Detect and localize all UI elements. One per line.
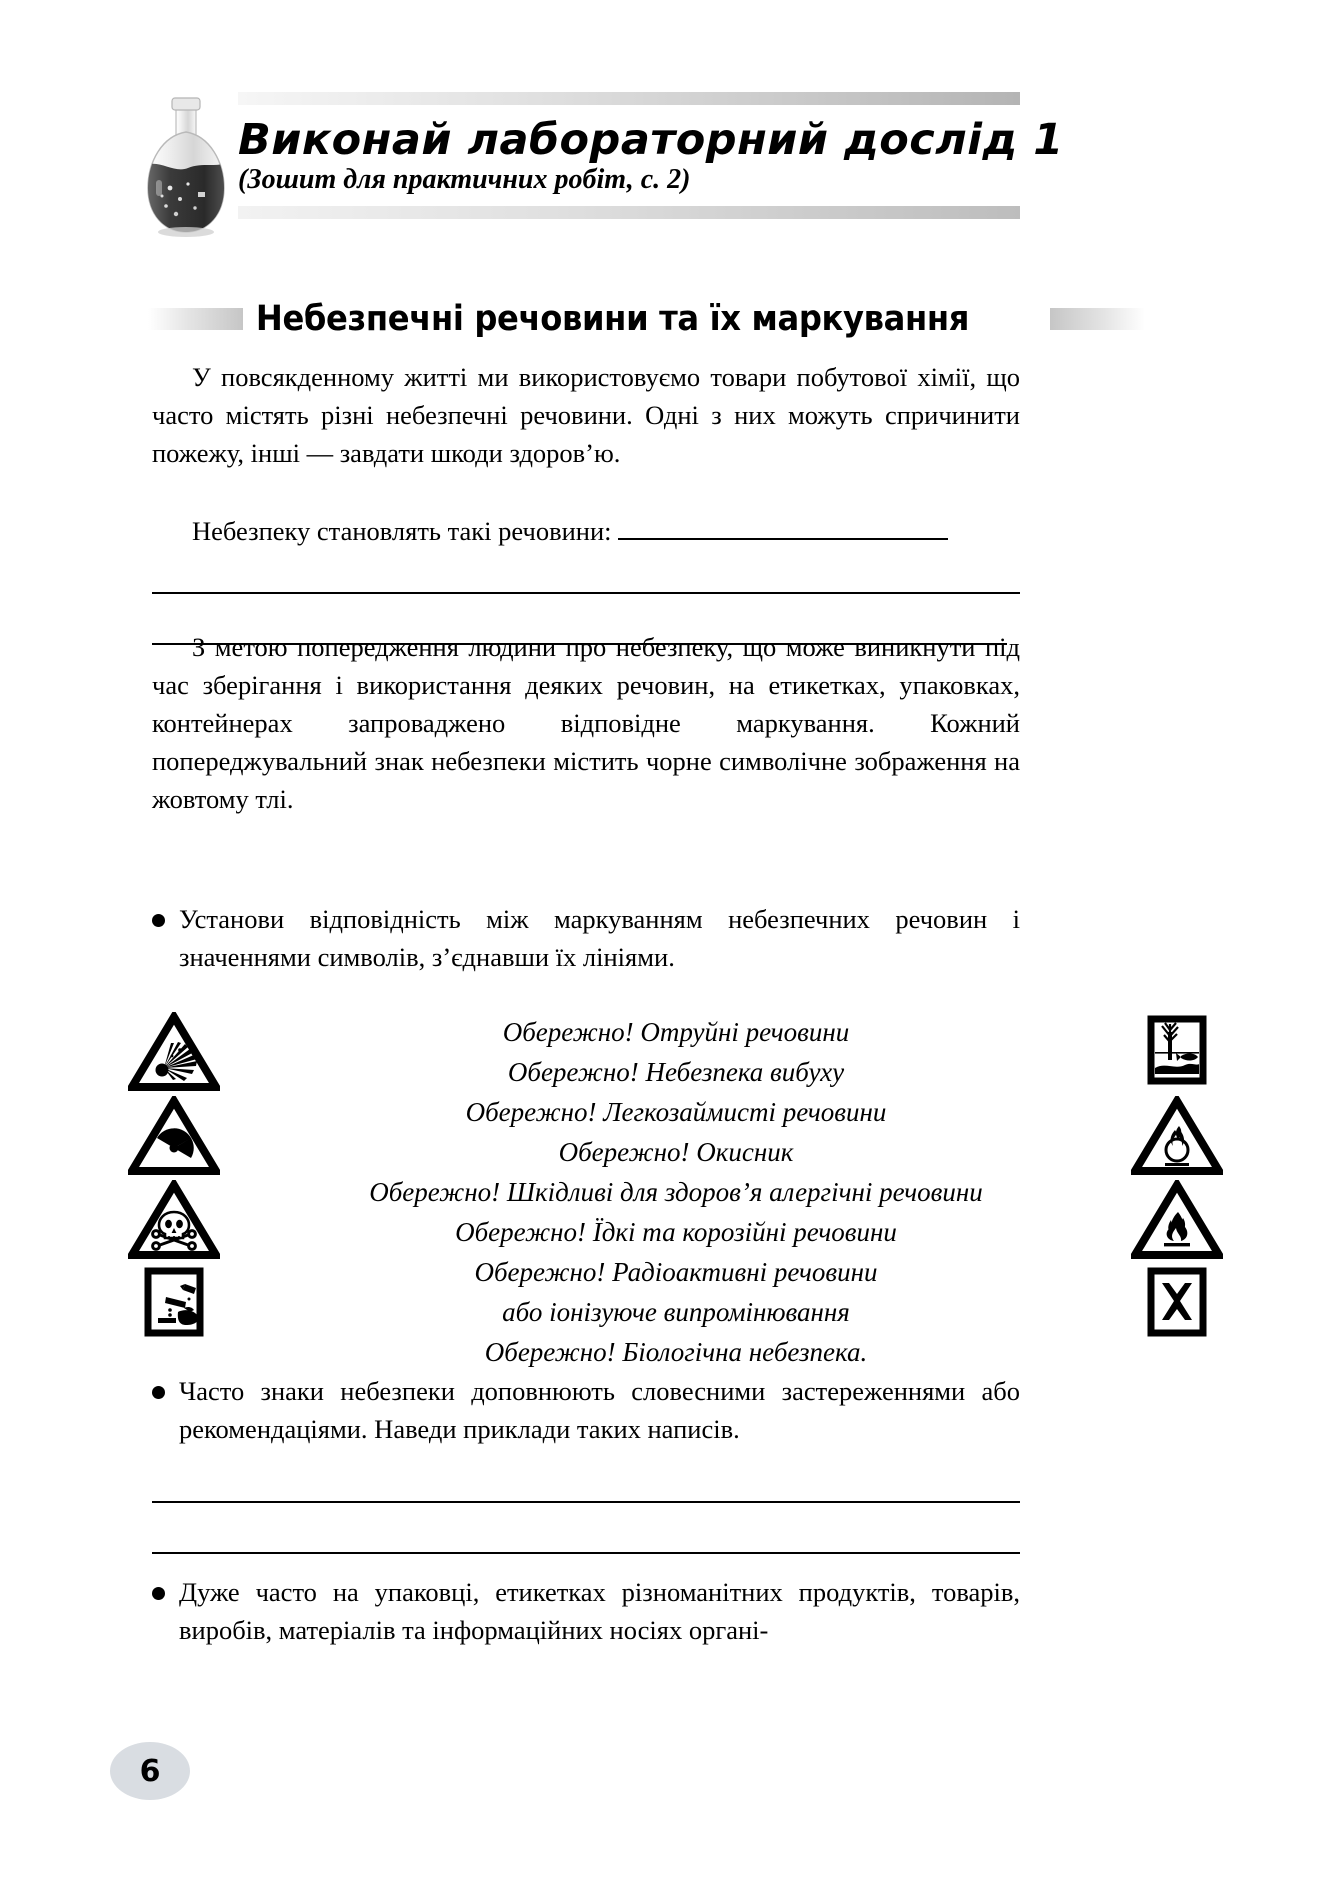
fill-in-prompt: Небезпеку становлять такі речовини: xyxy=(192,516,612,546)
page-header xyxy=(0,92,1339,242)
section-title: Небезпечні речовини та їх маркування xyxy=(255,299,970,339)
task-bullet-2 xyxy=(152,1372,1020,1554)
task-bullet-3 xyxy=(152,1573,1020,1649)
matching-statement[interactable]: Обережно! Легкозаймисті речовини xyxy=(465,1097,887,1127)
right-symbol-column xyxy=(1131,1012,1231,1348)
fill-in-block xyxy=(152,512,1020,645)
marking-paragraph: З метою попередження людини про небезпеку, що може виникнути під час зберігання і використання деяких речовин, на етикетках, упаковках, контейнерах запроваджено відповідне маркування. Кожний попереджувальний знак небезпеки містить чорне символічне зображення на жовтому тлі. xyxy=(152,632,1020,814)
matching-statement[interactable]: Обережно! Біологічна небезпека. xyxy=(484,1337,868,1367)
environmental-hazard-icon[interactable] xyxy=(1131,1012,1223,1092)
matching-statement[interactable]: Обережно! Радіоактивні речовини xyxy=(474,1257,878,1287)
matching-statement[interactable]: Обережно! Шкідливі для здоров’я алергічні речовини xyxy=(369,1177,983,1207)
header-title-block xyxy=(238,92,1064,219)
matching-statement[interactable]: Обережно! Отруйні речовини xyxy=(502,1017,850,1047)
lab-work-subtitle: (Зошит для практичних робіт, с. 2) xyxy=(238,164,691,195)
left-symbol-column xyxy=(128,1012,228,1348)
lab-work-title: Виконай лабораторний дослід 1 xyxy=(238,115,1064,165)
marking-paragraph-block xyxy=(152,628,1020,818)
intro-paragraph-block xyxy=(152,358,1020,472)
section-bar-left xyxy=(148,308,243,330)
page-number-badge: 6 xyxy=(110,1742,190,1800)
matching-statement[interactable]: Обережно! Небезпека вибуху xyxy=(507,1057,845,1087)
bullet-dot-icon xyxy=(152,1587,165,1600)
matching-statement[interactable]: Обережно! Їдкі та корозійні речовини xyxy=(455,1217,897,1247)
toxic-skull-hazard-icon[interactable] xyxy=(128,1180,220,1260)
matching-statements xyxy=(226,1012,1126,1372)
matching-statement[interactable]: Обережно! Окисник xyxy=(558,1137,794,1167)
flammable-hazard-icon[interactable] xyxy=(1131,1180,1223,1260)
task-bullet-3-text: Дуже часто на упаковці, етикетках різноманітних продуктів, товарів, виробів, матеріалів та інформаційних носіях органі- xyxy=(179,1577,1020,1645)
explosive-hazard-icon[interactable] xyxy=(128,1012,220,1092)
bullet-dot-icon xyxy=(152,914,165,927)
answer-blank-1[interactable] xyxy=(618,516,948,540)
section-bar-right xyxy=(1050,308,1145,330)
radioactive-hazard-icon[interactable] xyxy=(128,1096,220,1176)
flask-icon xyxy=(140,96,232,238)
section-title-row xyxy=(0,295,1339,343)
task-bullet-1 xyxy=(152,900,1020,976)
harmful-irritant-hazard-icon[interactable] xyxy=(1131,1264,1223,1344)
intro-paragraph: У повсякденному житті ми використовуємо товари побутової хімії, що часто містять різні небезпечні речовини. Одні з них можуть спричинити пожежу, інші — завдати шкоди здоров’ю. xyxy=(152,362,1020,468)
oxidizer-hazard-icon[interactable] xyxy=(1131,1096,1223,1176)
answer-blank-4[interactable] xyxy=(152,1501,1020,1503)
header-bar-bottom xyxy=(238,206,1020,219)
task-bullet-1-text: Установи відповідність між маркуванням небезпечних речовин і значеннями символів, з’єднавши їх лініями. xyxy=(179,904,1020,972)
matching-exercise xyxy=(128,1012,1218,1367)
header-bar-top xyxy=(238,92,1020,105)
bullet-dot-icon xyxy=(152,1386,165,1399)
task-bullet-2-text: Часто знаки небезпеки доповнюють словесними застереженнями або рекомендаціями. Наведи приклади таких написів. xyxy=(179,1376,1020,1444)
fill-in-prompt-line xyxy=(152,512,1020,550)
corrosive-hazard-icon[interactable] xyxy=(128,1264,220,1344)
matching-statement[interactable]: або іонізуюче випромінювання xyxy=(502,1297,850,1327)
answer-blank-2[interactable] xyxy=(152,592,1020,594)
answer-blank-5[interactable] xyxy=(152,1552,1020,1554)
